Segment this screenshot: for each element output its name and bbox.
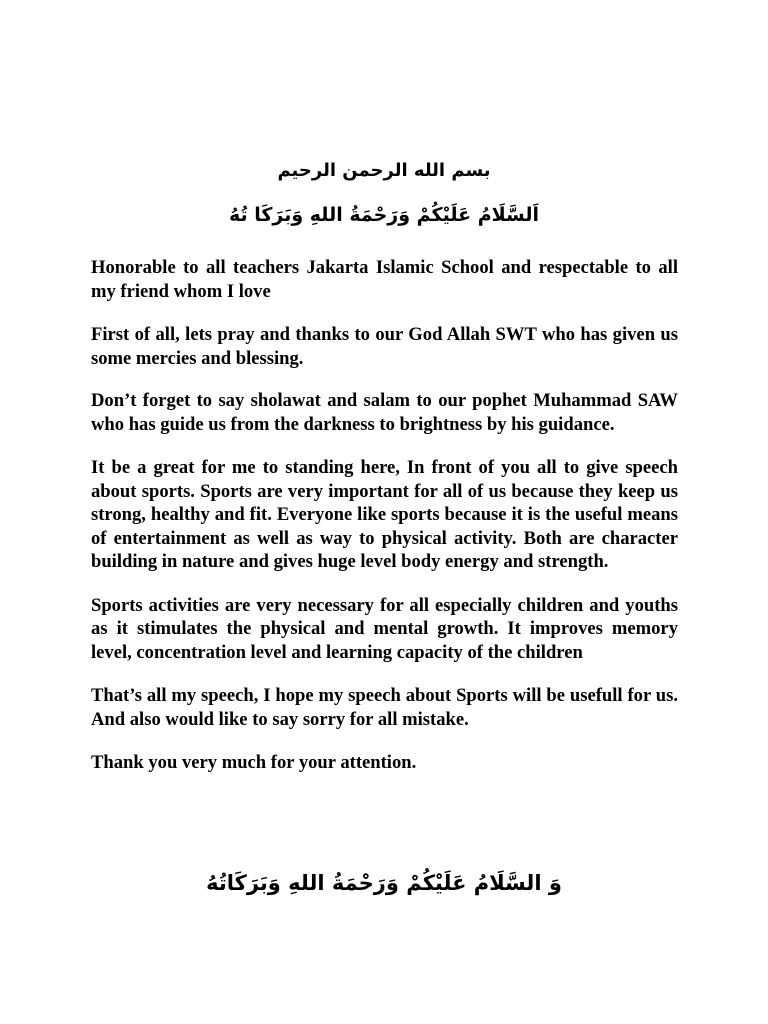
paragraph-closing: That’s all my speech, I hope my speech about Sports will be usefull for us. And also would like to say sorry for all mistake. <box>91 685 678 730</box>
paragraph-thanks: Thank you very much for your attention. <box>91 752 417 773</box>
paragraph-sholawat: Don’t forget to say sholawat and salam to our pophet Muhammad SAW who has guide us from the darkness to brightness by his guidance. <box>91 390 678 435</box>
closing-greeting: وَ السَّلَامُ عَلَيْكُمْ وَرَحْمَةُ اللهِ وَبَرَكَاتُهُ <box>206 871 562 895</box>
paragraph-sports-importance: It be a great for me to standing here, In front of you all to give speech about sports. Sports are very important for all of us because they keep us strong, healthy and fit. Everyone like sports because it is the useful means of entertainment as well as way to physical activity. Both are character building in nature and gives huge level body energy and strength. <box>91 457 678 572</box>
opening-greeting: اَلسَّلَامُ عَلَيْكُمْ وَرَحْمَةُ اللهِ وَبَرَكَا تُهُ <box>228 204 540 226</box>
paragraph-prayer: First of all, lets pray and thanks to our God Allah SWT who has given us some mercies and blessing. <box>91 324 678 369</box>
speech-body <box>91 256 678 775</box>
paragraph-sports-activities: Sports activities are very necessary for all especially children and youths as it stimulates the physical and mental growth. It improves memory level, concentration level and learning capacity of the children <box>91 594 678 663</box>
paragraph-salutation: Honorable to all teachers Jakarta Islamic School and respectable to all my friend whom I love <box>91 257 678 302</box>
basmala-heading: بسم الله الرحمن الرحيم <box>277 160 491 181</box>
